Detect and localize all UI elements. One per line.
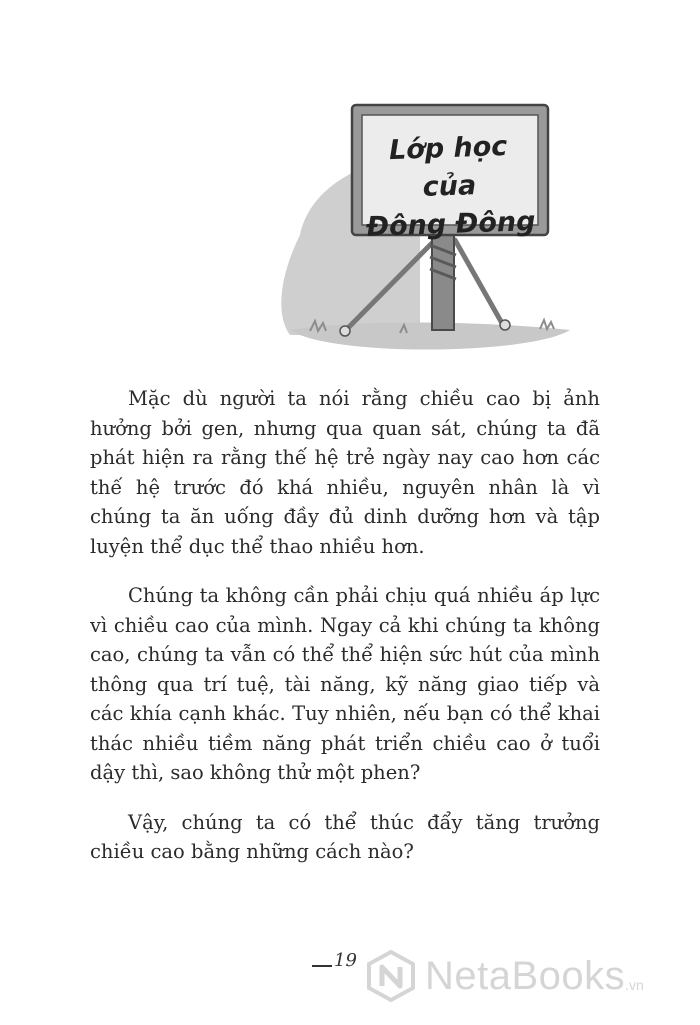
page-number-value: 19 bbox=[334, 950, 357, 971]
sign-post bbox=[432, 230, 454, 330]
paragraph-1: Mặc dù người ta nói rằng chiều cao bị ảnh hưởng bởi gen, nhưng qua quan sát, chúng ta đã phát hiện ra rằng thế hệ trẻ ngày nay cao hơn các thế hệ trước đó khá nhiều, nguyên nhân là vì chúng ta ăn uống đầy đủ dinh dưỡng hơn và tập luyện thể dục thể thao nhiều hơn. bbox=[90, 387, 600, 558]
sign-line-1: Lớp học của bbox=[388, 130, 508, 203]
watermark bbox=[365, 946, 695, 1006]
sign-label bbox=[360, 127, 539, 247]
sign-line-2: Đông Đông bbox=[365, 206, 536, 243]
paragraph-2: Chúng ta không cần phải chịu quá nhiều áp lực vì chiều cao của mình. Ngay cả khi chúng ta không cao, chúng ta vẫn có thể thể hiện sức hút của mình thông qua trí tuệ, tài năng, kỹ năng giao tiếp và các khía cạnh khác. Tuy nhiên, nếu bạn có thể khai thác nhiều tiềm năng phát triển chiều cao ở tuổi dậy thì, sao không thử một phen? bbox=[90, 584, 600, 784]
page-number bbox=[312, 950, 372, 971]
watermark-brand: NetaBooks bbox=[425, 953, 626, 998]
netabooks-logo-icon bbox=[365, 950, 417, 1002]
paragraph-3: Vậy, chúng ta có thể thúc đẩy tăng trưởng chiều cao bằng những cách nào? bbox=[90, 810, 600, 863]
classroom-sign-illustration bbox=[270, 95, 600, 365]
page-number-underline bbox=[312, 965, 332, 967]
watermark-suffix: .vn bbox=[625, 977, 644, 993]
body-text bbox=[90, 384, 600, 887]
ground-blob bbox=[290, 323, 570, 350]
